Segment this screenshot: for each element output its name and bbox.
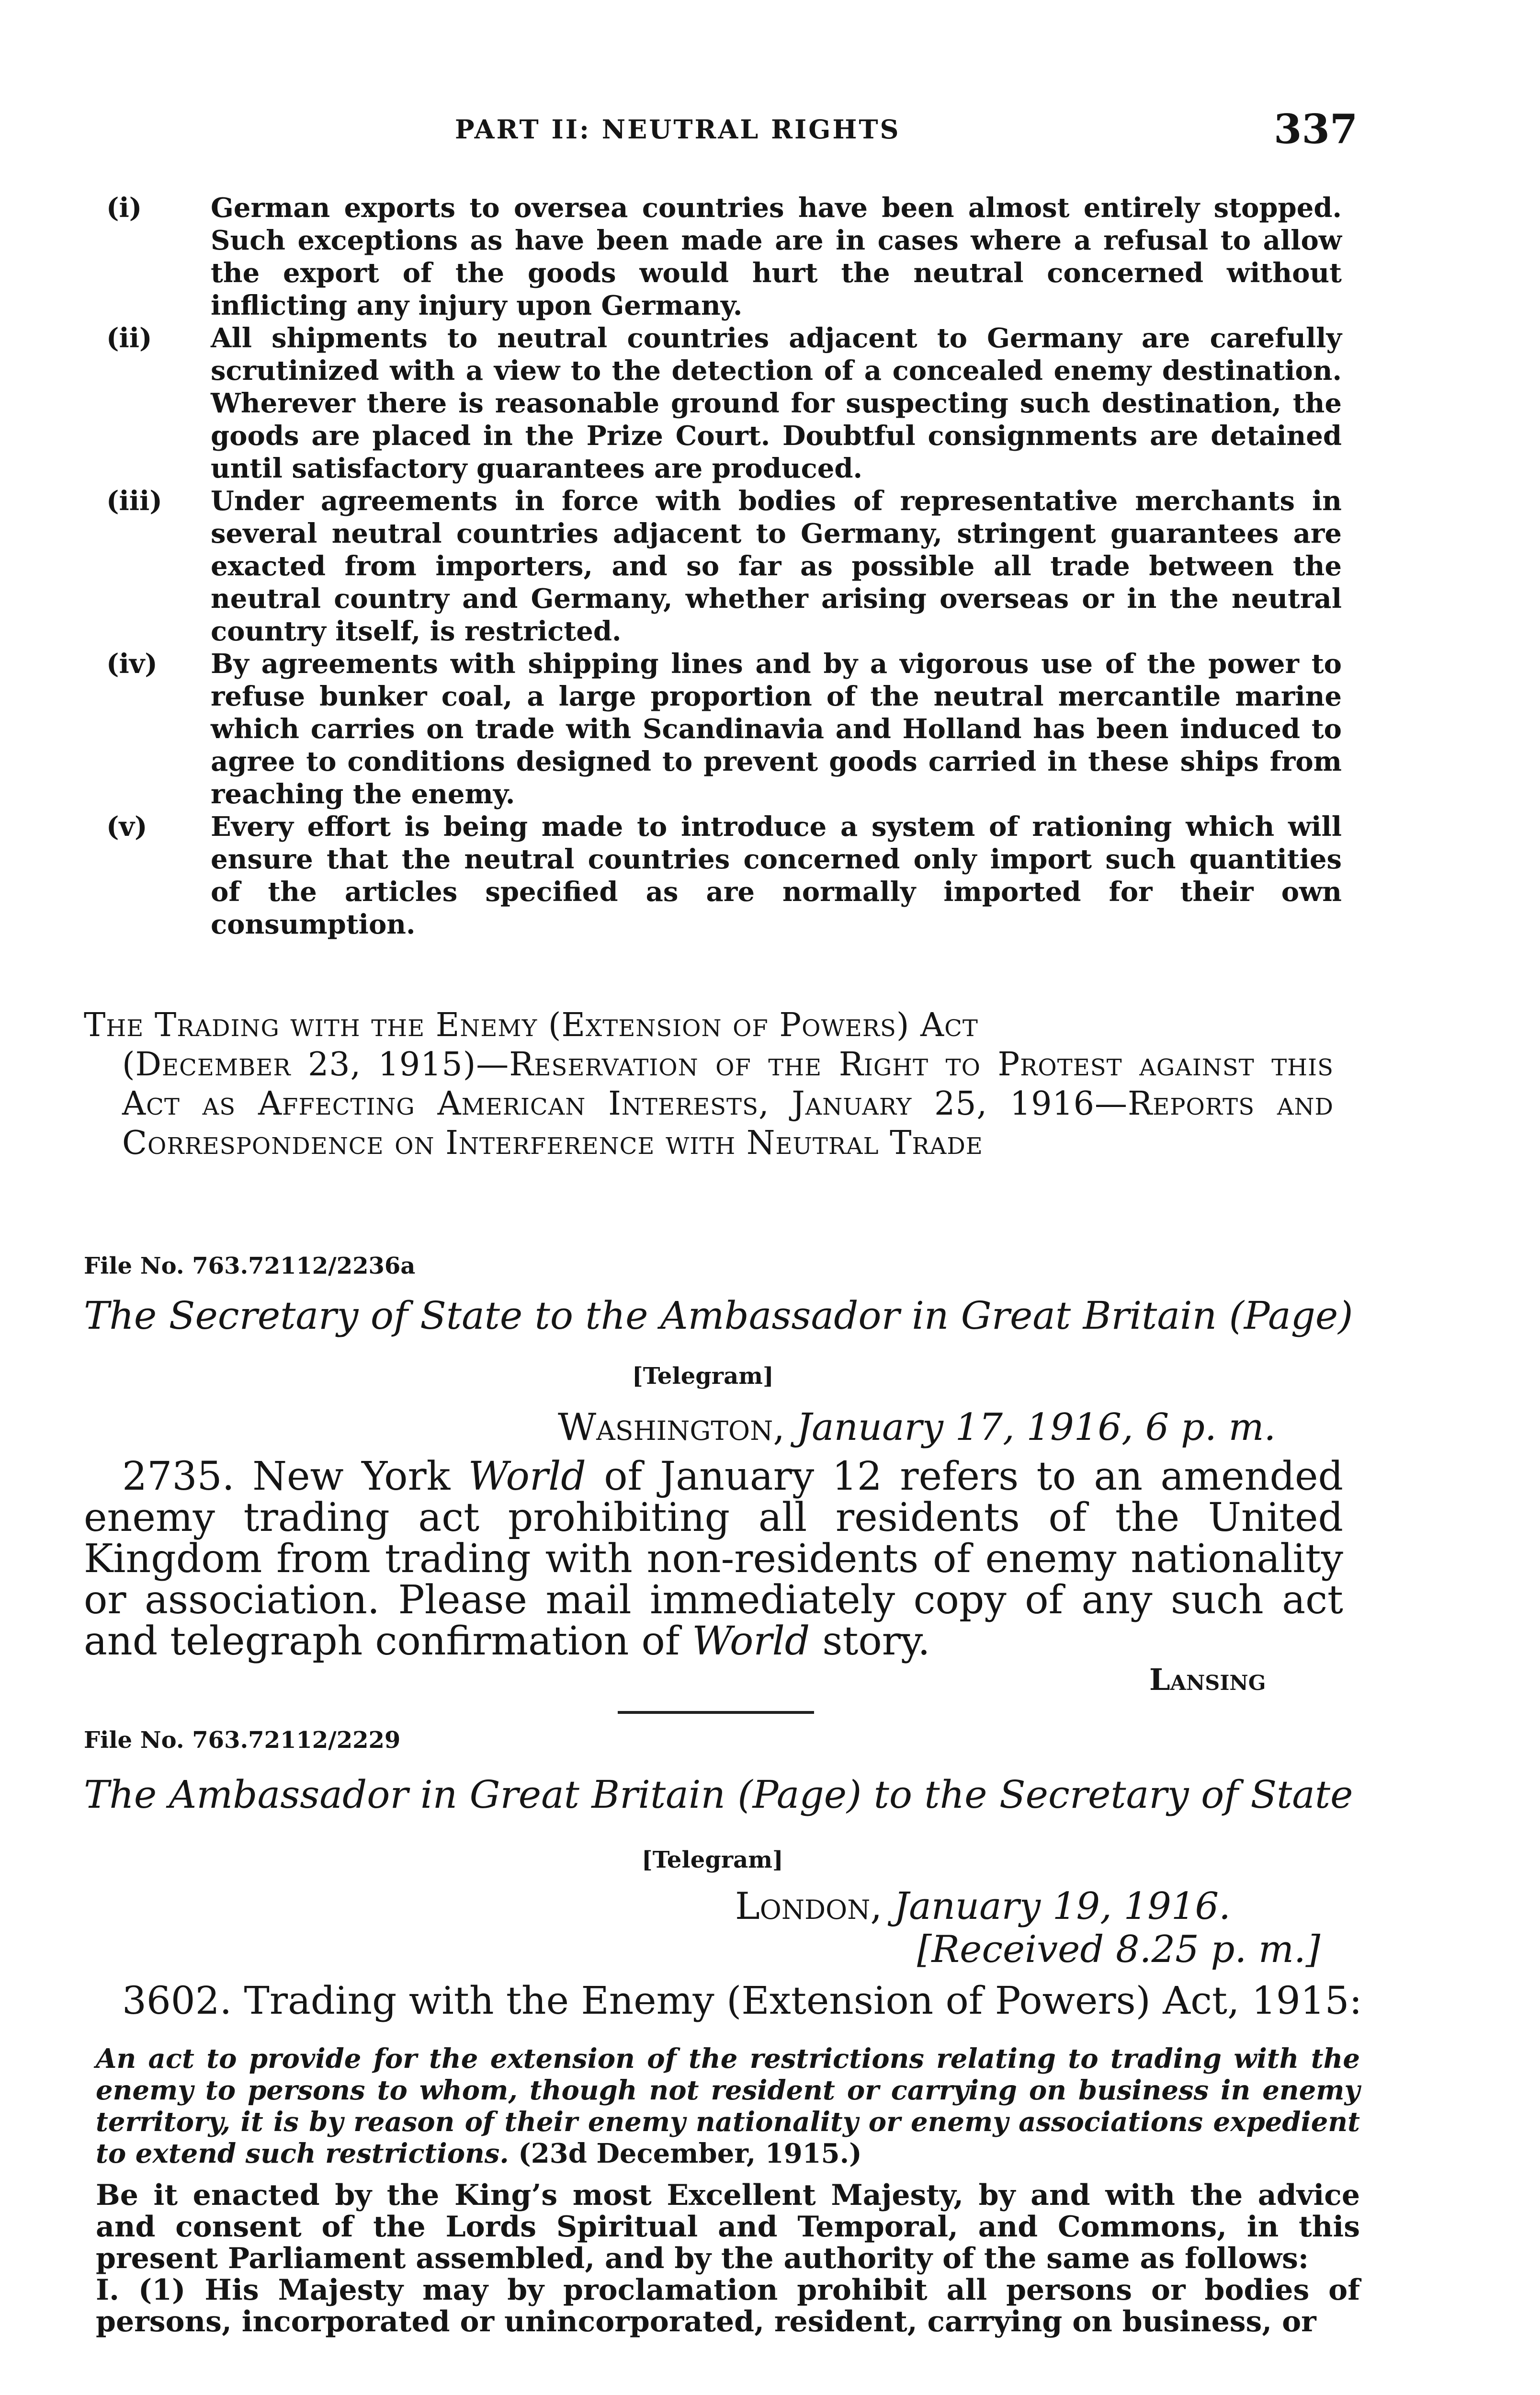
list-item <box>106 192 1342 322</box>
list-item-text: Every effort is being made to introduce a system of rationing which will ensure that the neutral countries concerned only import such quantities of the articles specified as are normally imported for their own consumption. <box>211 811 1342 940</box>
act-title-line: 3602. Trading with the Enemy (Extension of Powers) Act, 1915: <box>122 1978 1362 2023</box>
numbered-list <box>106 192 1342 941</box>
telegram-tag: [Telegram] <box>632 1363 774 1390</box>
running-head: PART II: NEUTRAL RIGHTS <box>455 114 901 145</box>
section-heading-line1: The Trading with the Enemy (Extension of Powers) Act <box>84 1006 978 1044</box>
file-number: File No. 763.72112/2236a <box>84 1253 416 1279</box>
list-item <box>106 485 1342 648</box>
act-long-title: An act to provide for the extension of the restrictions relating to trading with the enemy to persons to whom, though not resident or carrying on business in enemy territory, it is by reason of their enemy nationality or enemy associations expedient to extend such restrictions. (23d December, 1915.) <box>96 2043 1360 2169</box>
section-heading-continuation: (December 23, 1915)—Reservation of the Right to Protest against this Act as Affecting American Interests, January 25, 1916—Reports and Correspondence on Interference with Neutral Trade <box>122 1046 1334 1162</box>
file-number: File No. 763.72112/2229 <box>84 1727 401 1754</box>
list-item-number: (i) <box>106 192 142 224</box>
list-item-number: (v) <box>106 811 147 843</box>
list-item-number: (ii) <box>106 322 152 354</box>
list-item-text: German exports to oversea countries have been almost entirely stopped. Such exceptions as have been made are in cases where a refusal to allow the export of the goods would hurt the neutral concerned without inflicting any injury upon Germany. <box>211 192 1342 321</box>
list-item-text: By agreements with shipping lines and by a vigorous use of the power to refuse bunker coal, a large proportion of the neutral mercantile marine which carries on trade with Scandinavia and Holland has been induced to agree to conditions designed to prevent goods carried in these ships from reaching the enemy. <box>211 648 1342 810</box>
list-item-number: (iv) <box>106 648 158 680</box>
page-number: 337 <box>1274 105 1358 153</box>
list-item <box>106 810 1342 941</box>
telegram-body: 2735. New York World of January 12 refers to an amended enemy trading act prohibiting all residents of the United Kingdom from trading with non-residents of enemy nationality or association. Please mail immediately copy of any such act and telegraph confirmation of World story. <box>84 1454 1344 1664</box>
list-item <box>106 648 1342 810</box>
document-title: The Ambassador in Great Britain (Page) to the Secretary of State <box>84 1772 1353 1817</box>
document-title: The Secretary of State to the Ambassador in Great Britain (Page) <box>84 1293 1353 1338</box>
signature: Lansing <box>1149 1662 1266 1697</box>
list-item-number: (iii) <box>106 485 162 517</box>
telegram-tag: [Telegram] <box>642 1847 783 1873</box>
dateline: Washington, January 17, 1916, 6 p. m. <box>558 1406 1276 1449</box>
dateline: London, January 19, 1916. <box>735 1885 1231 1928</box>
list-item <box>106 322 1342 485</box>
list-item-text: Under agreements in force with bodies of representative merchants in several neutral countries adjacent to Germany, stringent guarantees are exacted from importers, and so far as possible all trade between the neutral country and Germany, whether arising overseas or in the neutral country itself, is restricted. <box>211 485 1342 647</box>
received-note: [Received 8.25 p. m.] <box>917 1928 1321 1971</box>
list-item-text: All shipments to neutral countries adjacent to Germany are carefully scrutinized with a view to the detection of a concealed enemy destination. Wherever there is reasonable ground for suspecting such destination, the goods are placed in the Prize Court. Doubtful consignments are detained until satisfactory guarantees are produced. <box>211 322 1342 484</box>
section-divider <box>618 1711 814 1714</box>
section-heading <box>84 1006 1334 1163</box>
enacting-clause: Be it enacted by the King’s most Excellent Majesty, by and with the advice and consent of the Lords Spiritual and Temporal, and Commons, in this present Parliament assembled, and by the authority of the same as follows: I. (1) His Majesty may by proclamation prohibit all persons or bodies of persons, incorporated or unincorporated, resident, carrying on business, or <box>96 2178 1360 2338</box>
